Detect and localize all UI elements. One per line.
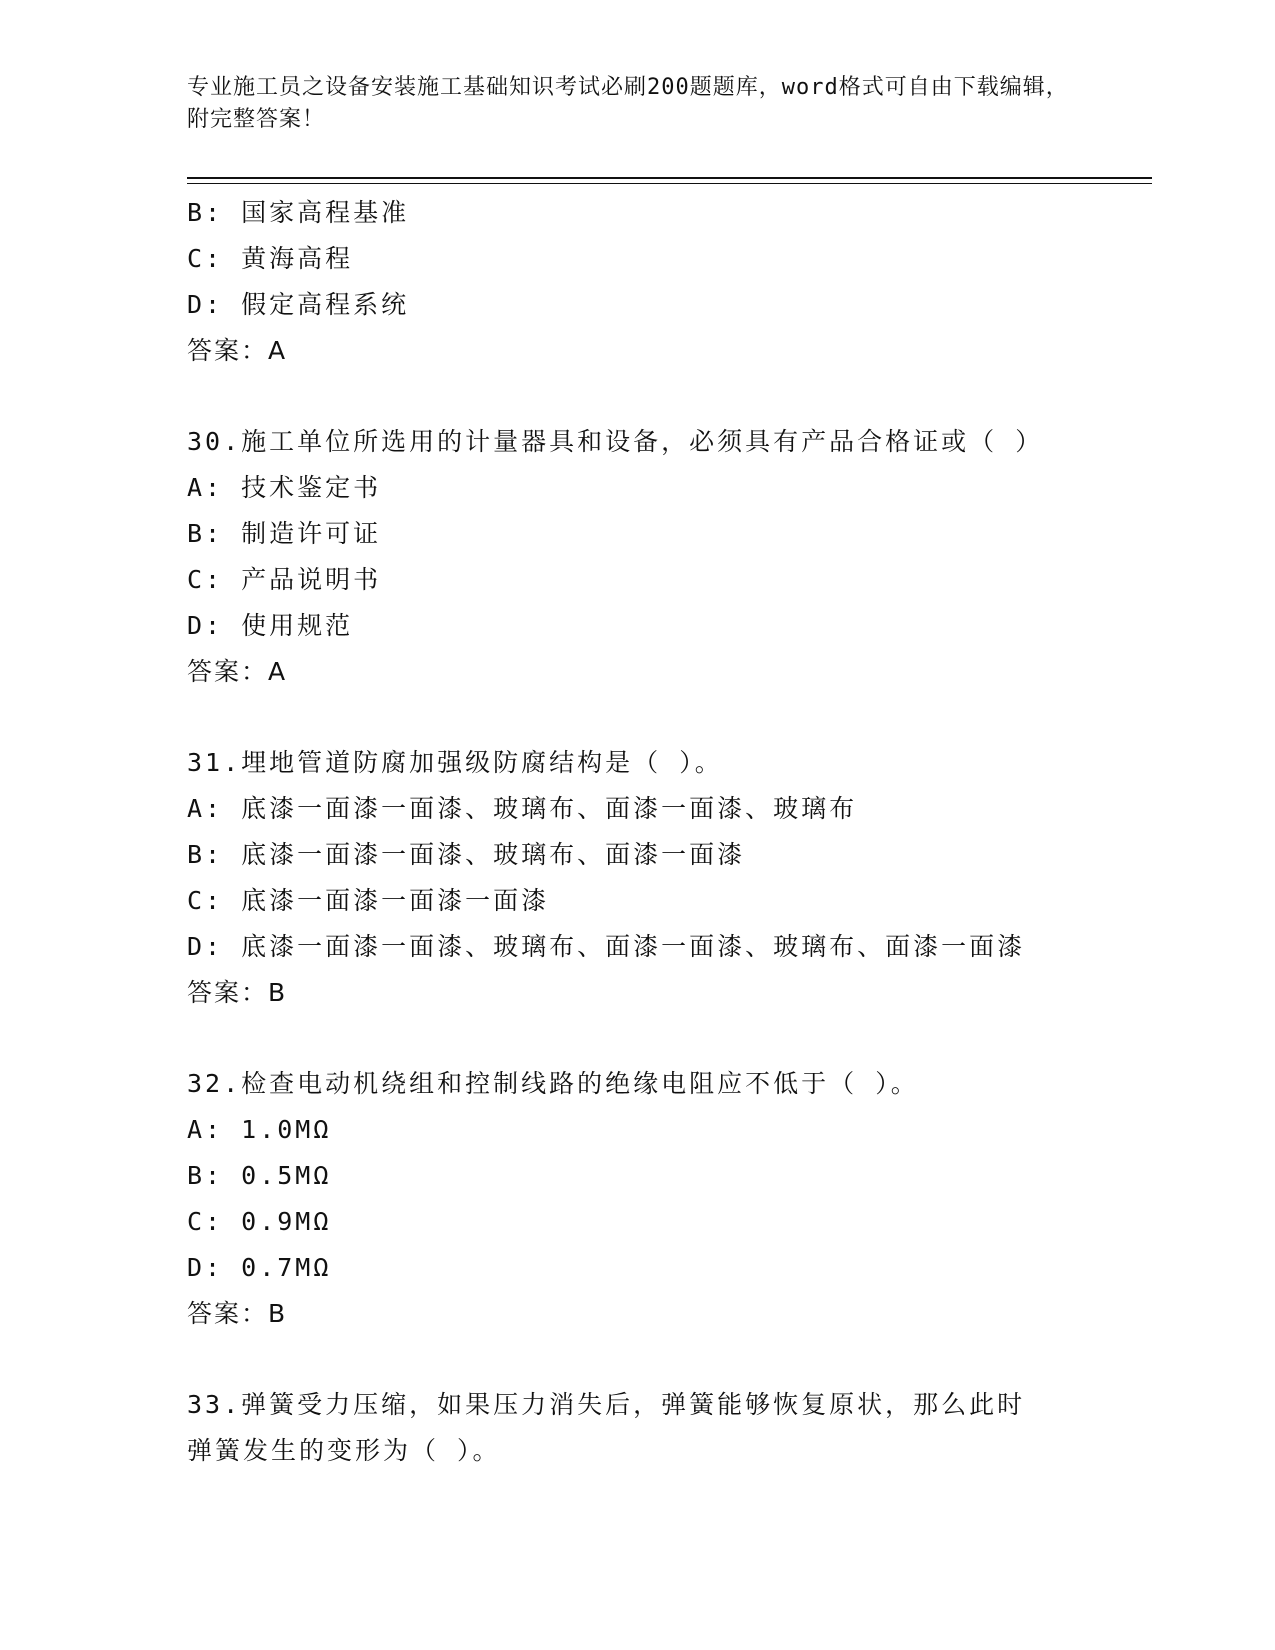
spacer (187, 695, 1147, 740)
question-block-33 (187, 1382, 1147, 1474)
header-divider-thin (187, 183, 1152, 184)
option-d: D: 使用规范 (187, 611, 354, 640)
answer: 答案：A (187, 336, 288, 365)
option-b: B: 底漆一面漆一面漆、玻璃布、面漆一面漆 (187, 840, 746, 869)
spacer (187, 1016, 1147, 1061)
question-block-32 (187, 1061, 1147, 1337)
spacer (187, 1337, 1147, 1382)
option-b: B: 国家高程基准 (187, 198, 410, 227)
question-text: 33.弹簧受力压缩，如果压力消失后，弹簧能够恢复原状，那么此时弹簧发生的变形为（ ）。 (187, 1390, 1026, 1465)
question-block-31 (187, 740, 1147, 1016)
header-divider-thick (187, 177, 1152, 179)
question-text: 31.埋地管道防腐加强级防腐结构是（ ）。 (187, 748, 723, 777)
answer: 答案：B (187, 978, 288, 1007)
option-d: D: 底漆一面漆一面漆、玻璃布、面漆一面漆、玻璃布、面漆一面漆 (187, 932, 1026, 961)
option-a: A: 技术鉴定书 (187, 473, 382, 502)
answer: 答案：B (187, 1299, 288, 1328)
option-b: B: 0.5MΩ (187, 1161, 332, 1190)
question-block-30 (187, 419, 1147, 695)
option-c: C: 黄海高程 (187, 244, 354, 273)
answer: 答案：A (187, 657, 288, 686)
option-a: A: 1.0MΩ (187, 1115, 332, 1144)
option-c: C: 底漆一面漆一面漆一面漆 (187, 886, 550, 915)
option-b: B: 制造许可证 (187, 519, 382, 548)
option-c: C: 0.9MΩ (187, 1207, 332, 1236)
spacer (187, 374, 1147, 419)
option-c: C: 产品说明书 (187, 565, 382, 594)
question-text: 32.检查电动机绕组和控制线路的绝缘电阻应不低于（ ）。 (187, 1069, 919, 1098)
option-d: D: 假定高程系统 (187, 290, 410, 319)
document-header: 专业施工员之设备安装施工基础知识考试必刷200题题库，word格式可自由下载编辑，附完整答案！ (187, 75, 1069, 132)
option-d: D: 0.7MΩ (187, 1253, 332, 1282)
option-a: A: 底漆一面漆一面漆、玻璃布、面漆一面漆、玻璃布 (187, 794, 858, 823)
question-block-29 (187, 190, 1147, 374)
question-text: 30.施工单位所选用的计量器具和设备，必须具有产品合格证或（ ） (187, 427, 1044, 456)
question-list (187, 190, 1147, 1474)
